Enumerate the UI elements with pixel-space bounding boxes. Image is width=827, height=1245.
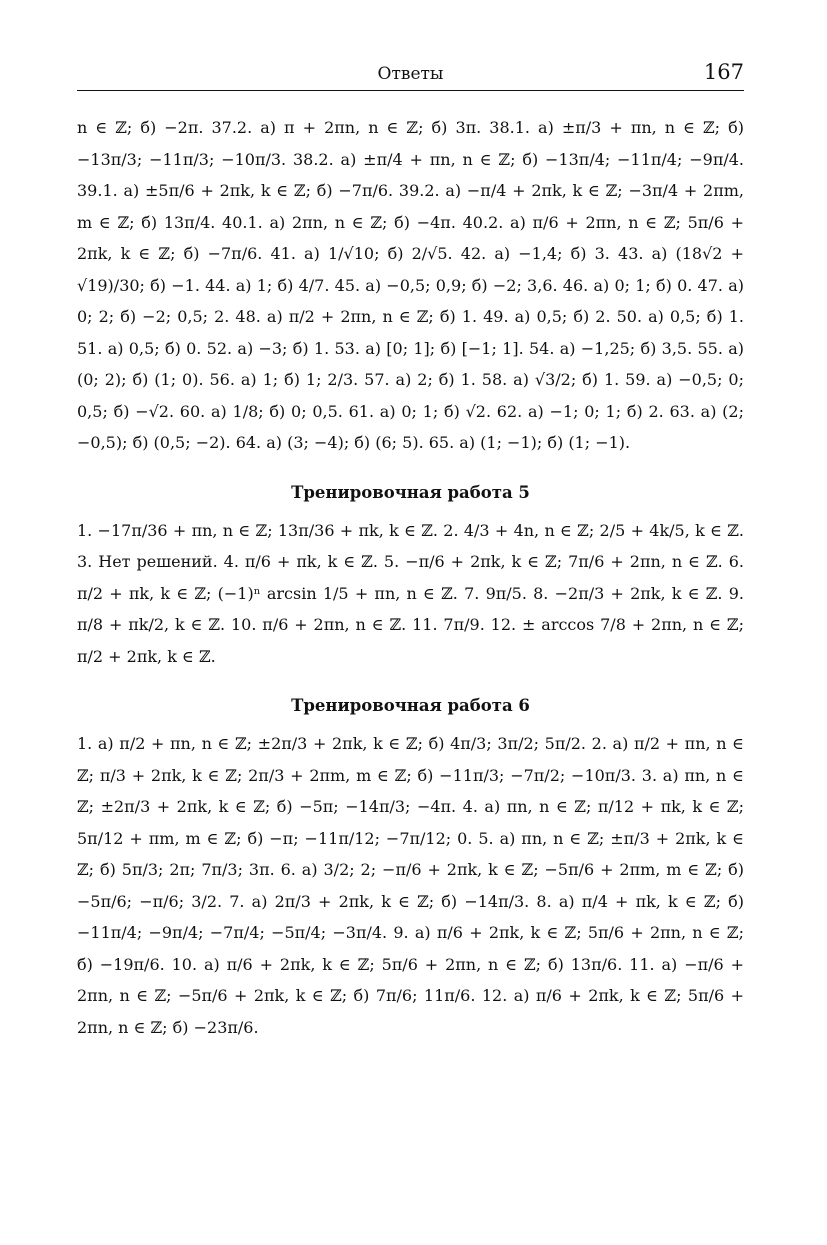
answers-paragraph-5: 1. −17π/36 + πn, n ∈ ℤ; 13π/36 + πk, k ∈ ℤ. 2. 4/3 + 4n, n ∈ ℤ; 2/5 + 4k/5, k ∈ ℤ. 3. Нет решений. 4. π/6 + πk, k ∈ ℤ. 5. −π/6 + 2πk, k ∈ ℤ; 7π/6 + 2πn, n ∈ ℤ. 6. π/2 + πk, k ∈ ℤ; (−1)ⁿ arcsin 1/5 + πn, n ∈ ℤ. 7. 9π/5. 8. −2π/3 + 2πk, k ∈ ℤ. 9. π/8 + πk/2, k ∈ ℤ. 10. π/6 + 2πn, n ∈ ℤ. 11. 7π/9. 12. ± arccos 7/8 + 2πn, n ∈ ℤ; π/2 + 2πk, k ∈ ℤ.: [77, 520, 744, 666]
section-title-5: Тренировочная работа 5: [291, 482, 530, 502]
section-title-6: Тренировочная работа 6: [291, 696, 530, 715]
page-header: [77, 60, 744, 90]
answers-paragraph-top: n ∈ ℤ; б) −2π. 37.2. а) π + 2πn, n ∈ ℤ; б) 3π. 38.1. а) ±π/3 + πn, n ∈ ℤ; б) −13π/3; −11π/3; −10π/3. 38.2. а) ±π/4 + πn, n ∈ ℤ; б) −13π/4; −11π/4; −9π/4. 39.1. а) ±5π/6 + 2πk, k ∈ ℤ; б) −7π/6. 39.2. а) −π/4 + 2πk, k ∈ ℤ; −3π/4 + 2πm, m ∈ ℤ; б) 13π/4. 40.1. а) 2πn, n ∈ ℤ; б) −4π. 40.2. а) π/6 + 2πn, n ∈ ℤ; 5π/6 + 2πk, k ∈ ℤ; б) −7π/6. 41. а) 1/√10; б) 2/√5. 42. а) −1,4; б) 3. 43. а) (18√2 + √19)/30; б) −1. 44. а) 1; б) 4/7. 45. а) −0,5; 0,9; б) −2; 3,6. 46. а) 0; 1; б) 0. 47. а) 0; 2; б) −2; 0,5; 2. 48. а) π/2 + 2πn, n ∈ ℤ; б) 1. 49. а) 0,5; б) 2. 50. а) 0,5; б) 1. 51. а) 0,5; б) 0. 52. а) −3; б) 1. 53. а) [0; 1]; б) [−1; 1]. 54. а) −1,25; б) 3,5. 55. а) (0; 2); б) (1; 0). 56. а) 1; б) 1; 2/3. 57. а) 2; б) 1. 58. а) √3/2; б) 1. 59. а) −0,5; 0; 0,5; б) −√2. 60. а) 1/8; б) 0; 0,5. 61. а) 0; 1; б) √2. 62. а) −1; 0; 1; б) 2. 63. а) (2; −0,5); б) (0,5; −2). 64. а) (3; −4); б) (6; 5). 65. а) (1; −1); б) (1; −1).: [77, 118, 744, 452]
header-rule: [77, 90, 744, 91]
answers-content: [77, 112, 744, 1043]
answers-paragraph-6: 1. а) π/2 + πn, n ∈ ℤ; ±2π/3 + 2πk, k ∈ ℤ; б) 4π/3; 3π/2; 5π/2. 2. а) π/2 + πn, n ∈ ℤ; π/3 + 2πk, k ∈ ℤ; 2π/3 + 2πm, m ∈ ℤ; б) −11π/3; −7π/2; −10π/3. 3. а) πn, n ∈ ℤ; ±2π/3 + 2πk, k ∈ ℤ; б) −5π; −14π/3; −4π. 4. а) πn, n ∈ ℤ; π/12 + πk, k ∈ ℤ; 5π/12 + πm, m ∈ ℤ; б) −π; −11π/12; −7π/12; 0. 5. а) πn, n ∈ ℤ; ±π/3 + 2πk, k ∈ ℤ; б) 5π/3; 2π; 7π/3; 3π. 6. а) 3/2; 2; −π/6 + 2πk, k ∈ ℤ; −5π/6 + 2πm, m ∈ ℤ; б) −5π/6; −π/6; 3/2. 7. а) 2π/3 + 2πk, k ∈ ℤ; б) −14π/3. 8. а) π/4 + πk, k ∈ ℤ; б) −11π/4; −9π/4; −7π/4; −5π/4; −3π/4. 9. а) π/6 + 2πk, k ∈ ℤ; 5π/6 + 2πn, n ∈ ℤ; б) −19π/6. 10. а) π/6 + 2πk, k ∈ ℤ; 5π/6 + 2πn, n ∈ ℤ; б) 13π/6. 11. а) −π/6 + 2πn, n ∈ ℤ; −5π/6 + 2πk, k ∈ ℤ; б) 7π/6; 11π/6. 12. а) π/6 + 2πk, k ∈ ℤ; 5π/6 + 2πn, n ∈ ℤ; б) −23π/6.: [77, 734, 744, 1037]
running-title: Ответы: [377, 64, 444, 84]
page-number: 167: [703, 60, 744, 84]
